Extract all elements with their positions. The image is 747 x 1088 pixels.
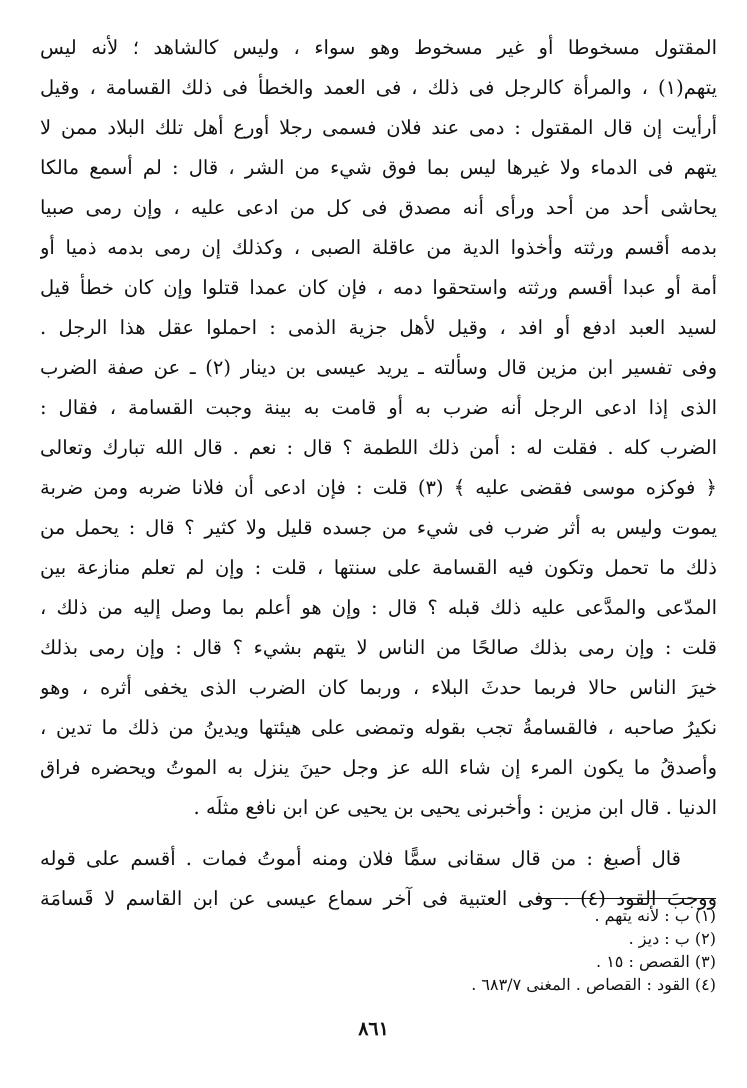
footnote: (٢) ب : ديز . [628,929,716,948]
text-line: خيرَ الناس حالا فربما حدثَ البلاء ، وربما كان الضرب الذى يخفى أثره ، وهو [40,676,717,699]
paragraph-gap [40,828,717,839]
text-line: نكيرُ صاحبه ، فالقسامةُ تجب بقوله وتمضى على هيئتها ويدينُ من ذلك ما تدين ، [40,716,717,739]
text-line: يتهم(١) ، والمرأة كالرجل فى ذلك ، فى العمد والخطأ فى ذلك القسامة ، وقيل [40,76,717,99]
text-line: وأصدقُ ما يكون المرء إن شاء الله عز وجل حينَ ينزل به الموتُ ويحضره فراق [40,756,717,779]
text-line: يموت وليس به أثر ضرب فى شيء من جسده قليل ولا كثير ؟ قال : يحمل من [40,516,717,539]
main-text [40,28,717,919]
text-line: الذى إذا ادعى الرجل أنه ضرب به أو قامت به بينة وجبت القسامة ، فقال : [40,396,717,419]
text-line: المقتول مسخوطا أو غير مسخوط وهو سواء ، وليس كالشاهد ؛ لأنه ليس [40,36,717,59]
footnote: (٣) القصص : ١٥ . [596,952,716,971]
text-line: قال أصبغ : من قال سقانى سمًّا فلان ومنه أموتُ فمات . أقسم على قوله [40,847,681,870]
text-line: المدّعى والمدَّعى عليه ذلك قبله ؟ قال : وإن هو أعلم بما وصل إليه من ذلك ، [40,596,717,619]
text-line: بدمه أقسم ورثته وأخذوا الدية من عاقلة الصبى ، وكذلك إن رمى بدمه ذميا أو [40,236,717,259]
text-line: أمة أو عبدا أقسم ورثته واستحقوا دمه ، فإن كان عمدا قتلوا وإن كان خطأ قيل [40,276,717,299]
footnote: (٤) القود : القصاص . المغنى ٦٨٣/٧ . [471,975,716,994]
text-line: أرأيت إن قال المقتول : دمى عند فلان فسمى رجلا أورع أهل تلك البلاد ممن لا [40,116,717,139]
text-line: يتهم فى الدماء ولا غيرها ليس بما فوق شيء من الشر ، قال : لم أسمع مالكا [40,156,717,179]
text-line: ووجبَ القود (٤) . وفى العتبية فى آخر سماع عيسى عن ابن القاسم لا قَسامَة [40,887,717,910]
quran-citation-line: ﴿ فوكزه موسى فقضى عليه ﴾ (٣) قلت : فإن ادعى أن فلانا ضربه ومن ضربة [40,476,717,499]
footnotes [200,904,716,996]
paragraph-end-line: الدنيا . قال ابن مزين : وأخبرنى يحيى بن يحيى عن ابن نافع مثلَه . [193,796,717,819]
text-line: وفى تفسير ابن مزين قال وسألته ـ يريد عيسى بن دينار (٢) ـ عن صفة الضرب [40,356,717,379]
text-line: قلت : وإن رمى بذلك صالحًا من الناس لا يتهم بشيء ؟ قال : وإن رمى بذلك [40,636,717,659]
footnote-divider [536,898,716,899]
footnote: (١) ب : لأنه يتهم . [594,906,716,925]
text-line: يحاشى أحد من أحد ورأى أنه مصدق فى كل من ادعى عليه ، وإن رمى صبيا [40,196,717,219]
page-number: ٨٦١ [358,1018,389,1040]
text-line: ذلك ما تحمل وتكون فيه القسامة على سنتها ، قلت : وإن لم تعلم منازعة بين [40,556,717,579]
text-line: لسيد العبد ادفع أو افد ، وقيل لأهل جزية الذمى : احملوا عقل هذا الرجل . [40,316,717,339]
text-line: الضرب كله . فقلت له : أمن ذلك اللطمة ؟ قال : نعم . قال الله تبارك وتعالى [40,436,717,459]
